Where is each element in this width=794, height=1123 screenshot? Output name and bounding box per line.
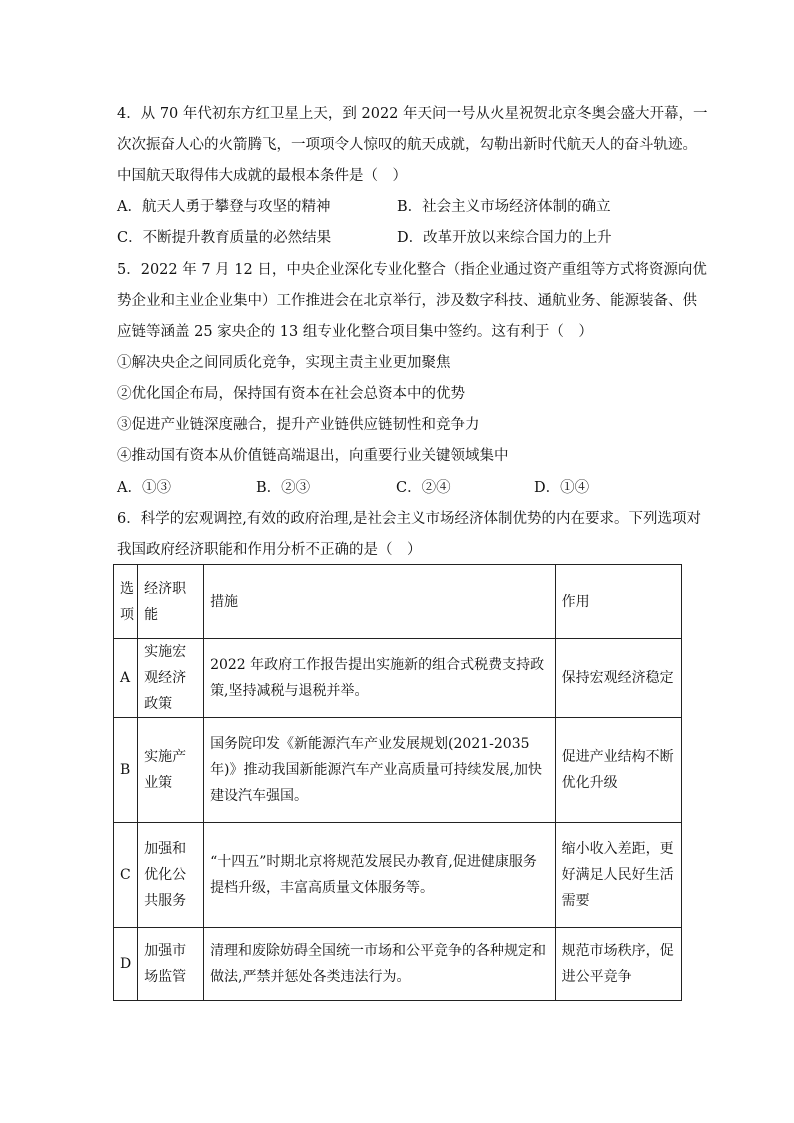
cell-option: B: [114, 718, 138, 823]
table-row: [114, 718, 682, 823]
header-option: 选项: [114, 565, 138, 639]
q4-option-b[interactable]: B．社会主义市场经济体制的确立: [397, 199, 611, 215]
header-effect: 作用: [555, 565, 681, 639]
cell-measure: “十四五”时期北京将规范发展民办教育,促进健康服务提档升级，丰富高质量文体服务等。: [204, 823, 556, 928]
cell-effect: 促进产业结构不断优化升级: [555, 718, 681, 823]
q5-stem-line-3: 应链等涵盖 25 家央企的 13 组专业化整合项目集中签约。这有利于（ ）: [117, 324, 593, 340]
q5-stem-line-1: 5．2022 年 7 月 12 日，中央企业深化专业化整合（指企业通过资产重组等方式将资源向优: [117, 262, 707, 278]
q5-item-3: ③促进产业链深度融合，提升产业链供应链韧性和竞争力: [117, 417, 480, 433]
q5-item-2: ②优化国企布局，保持国有资本在社会总资本中的优势: [117, 386, 465, 402]
cell-effect: 缩小收入差距，更好满足人民好生活需要: [555, 823, 681, 928]
cell-measure: 清理和废除妨碍全国统一市场和公平竞争的各种规定和做法,严禁并惩处各类违法行为。: [204, 928, 556, 1001]
q4-stem-line-2: 次次振奋人心的火箭腾飞，一项项令人惊叹的航天成就，勾勒出新时代航天人的奋斗轨迹。: [117, 137, 697, 153]
q5-option-d[interactable]: D．①④: [534, 480, 590, 496]
table-row: [114, 639, 682, 718]
q5-option-b[interactable]: B．②③: [256, 480, 311, 496]
table-row: [114, 823, 682, 928]
q6-stem-line-1: 6．科学的宏观调控,有效的政府治理,是社会主义市场经济体制优势的内在要求。下列选项对: [117, 511, 701, 527]
q6-stem-line-2: 我国政府经济职能和作用分析不正确的是（ ）: [117, 542, 422, 558]
q5-item-4: ④推动国有资本从价值链高端退出，向重要行业关键领域集中: [117, 448, 509, 464]
header-measure: 措施: [204, 565, 556, 639]
header-function: 经济职能: [138, 565, 204, 639]
table-row: [114, 928, 682, 1001]
cell-function: 实施宏观经济政策: [138, 639, 204, 718]
cell-function: 实施产业策: [138, 718, 204, 823]
cell-function: 加强市场监管: [138, 928, 204, 1001]
q6-table: [113, 564, 682, 1001]
cell-option: A: [114, 639, 138, 718]
q4-option-c[interactable]: C．不断提升教育质量的必然结果: [117, 230, 332, 246]
cell-measure: 国务院印发《新能源汽车产业发展规划(2021-2035年)》推动我国新能源汽车产业高质量可持续发展,加快建设汽车强国。: [204, 718, 556, 823]
q5-option-a[interactable]: A．①③: [117, 480, 171, 496]
q4-option-d[interactable]: D．改革开放以来综合国力的上升: [397, 230, 612, 246]
q5-stem-line-2: 势企业和主业企业集中）工作推进会在北京举行，涉及数字科技、通航业务、能源装备、供: [117, 293, 697, 309]
cell-function: 加强和优化公共服务: [138, 823, 204, 928]
cell-option: D: [114, 928, 138, 1001]
cell-effect: 规范市场秩序，促进公平竞争: [555, 928, 681, 1001]
q5-option-c[interactable]: C．②④: [396, 480, 451, 496]
q5-item-1: ①解决央企之间同质化竞争，实现主责主业更加聚焦: [117, 355, 451, 371]
cell-effect: 保持宏观经济稳定: [555, 639, 681, 718]
q4-stem-line-3: 中国航天取得伟大成就的最根本条件是（ ）: [117, 168, 407, 184]
cell-measure: 2022 年政府工作报告提出实施新的组合式税费支持政策,坚持减税与退税并举。: [204, 639, 556, 718]
table-header-row: [114, 565, 682, 639]
q4-option-a[interactable]: A．航天人勇于攀登与攻坚的精神: [117, 199, 331, 215]
q4-stem-line-1: 4．从 70 年代初东方红卫星上天，到 2022 年天问一号从火星祝贺北京冬奥会盛大开幕，一: [117, 106, 708, 122]
cell-option: C: [114, 823, 138, 928]
